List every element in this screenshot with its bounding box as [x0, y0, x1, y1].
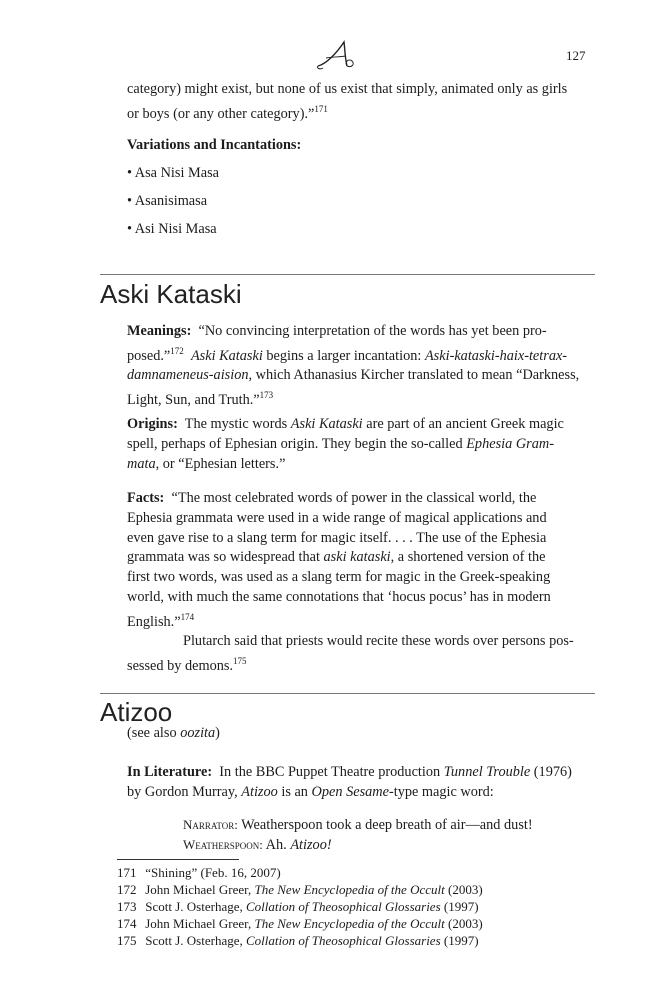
section-divider	[100, 274, 595, 275]
page-number: 127	[566, 48, 586, 63]
footnote-item: 172 John Michael Greer, The New Encyclopedia of the Occult (2003)	[117, 882, 483, 897]
quote-line: Weatherspoon: Ah. Atizoo!	[183, 837, 332, 853]
variation-item: • Asi Nisi Masa	[127, 221, 217, 237]
letter-a-ornament	[314, 38, 358, 72]
quote-line: Narrator: Weatherspoon took a deep breath of air—and dust!	[183, 817, 533, 833]
variations-heading: Variations and Incantations:	[127, 137, 302, 153]
footnote-ref: 173	[259, 390, 274, 401]
continuation-text	[127, 80, 595, 124]
footnote-item: 174 John Michael Greer, The New Encyclopedia of the Occult (2003)	[117, 916, 483, 931]
footnote-item: 175 Scott J. Osterhage, Collation of Theosophical Glossaries (1997)	[117, 933, 479, 948]
origins-paragraph: Origins: The mystic words Aski Kataski are part of an ancient Greek magic spell, perhaps of Ephesian origin. They begin the so-called Ephesia Gram- mata, or “Ephesian letters.”	[127, 416, 564, 472]
variation-item: • Asa Nisi Masa	[127, 165, 219, 181]
continuation-line: or boys (or any other category).”$^{171}$	[127, 103, 328, 122]
entry-title: Atizoo	[100, 697, 173, 727]
footnote-ref: 175	[233, 656, 247, 667]
footnote-item: 173 Scott J. Osterhage, Collation of Theosophical Glossaries (1997)	[117, 899, 479, 914]
footnote-ref: 171	[314, 103, 328, 114]
section-divider	[100, 693, 595, 694]
literature-paragraph: In Literature: In the BBC Puppet Theatre production Tunnel Trouble (1976) by Gordon Murray, Atizoo is an Open Sesame-type magic word:	[127, 764, 572, 800]
footnote-ref: 172	[170, 345, 184, 356]
continuation-line: category) might exist, but none of us exist that simply, animated only as girls	[127, 81, 568, 97]
variation-item: • Asanisimasa	[127, 193, 208, 209]
facts-paragraph: Facts: “The most celebrated words of power in the classical world, the Ephesia grammata were used in a wide range of magical applications and even gave rise to a slang term for magic itself. . . . The use of the Ephesia grammata was so widespread that aski kataski, a shortened version of the first two words, was used as a slang term for magic in the Greek-speaking world, with much the same connotations that ‘hocus pocus’ has in modern English.”$^{174}$ Plutarch said that priests would recite these words over persons pos- sessed by demons.$^{175}$	[127, 490, 574, 674]
footnote-rule	[117, 859, 239, 860]
see-also: (see also oozita)	[127, 725, 220, 741]
footnote-ref: 174	[180, 611, 195, 622]
entry-title: Aski Kataski	[100, 279, 242, 309]
footnote-item: 171 “Shining” (Feb. 16, 2007)	[117, 865, 281, 880]
meanings-paragraph: Meanings: “No convincing interpretation of the words has yet been pro- posed.”$^{172}$ Aski Kataski begins a larger incantation: Aski-kataski-haix-tetrax- damnameneus-aision, which Athanasius Kircher translated to mean “Darkness, Light, Sun, and Truth.”$^{173}$	[127, 323, 580, 408]
